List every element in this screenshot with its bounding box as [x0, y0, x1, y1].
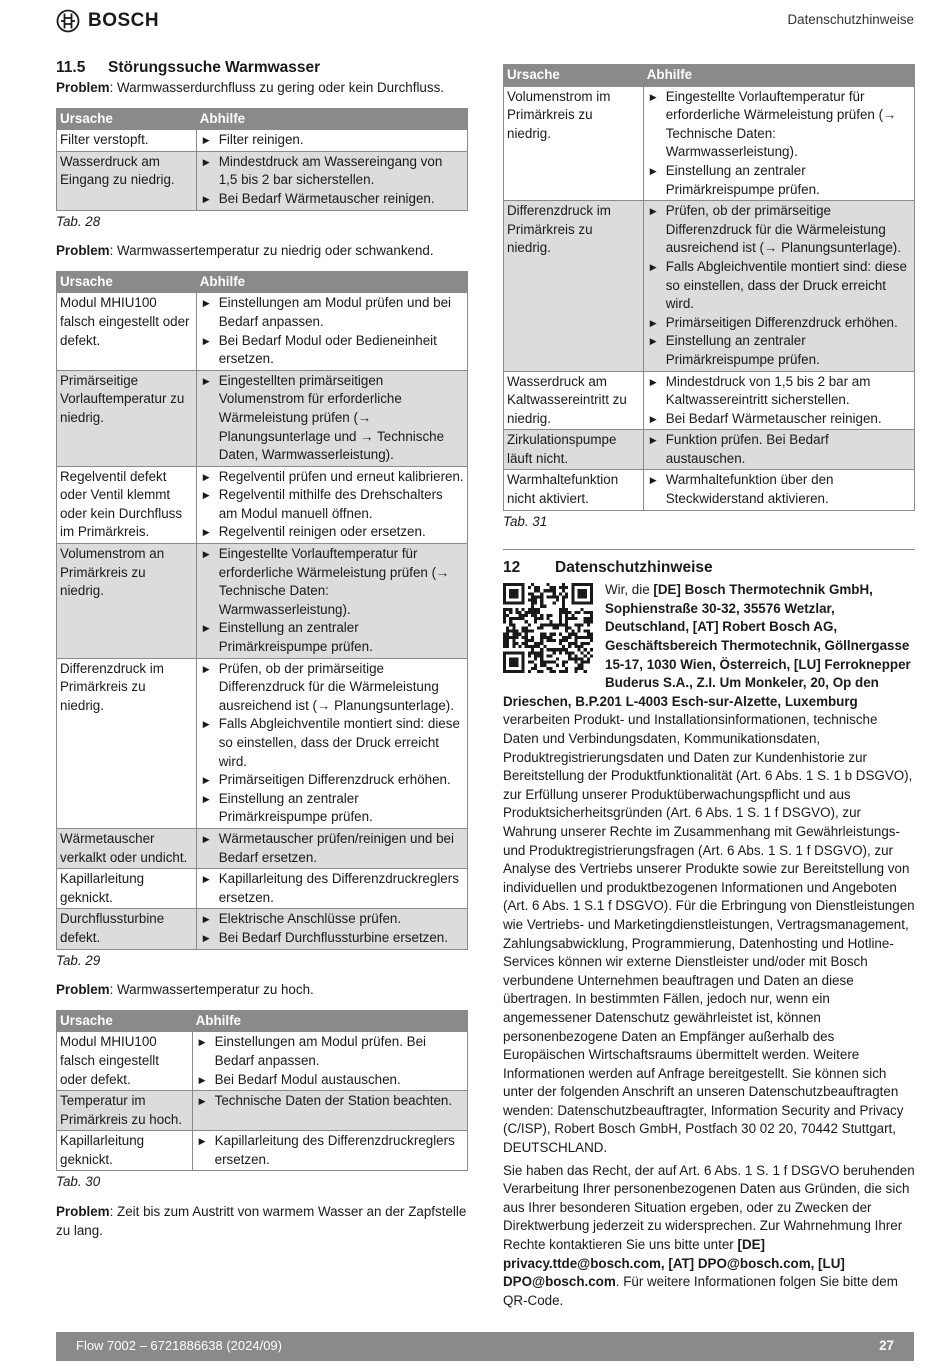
section-number: 11.5 [56, 59, 86, 76]
cause-cell: Modul MHIU100 falsch eingestellt oder defekt. [57, 1032, 193, 1091]
problem-statement: Problem: Warmwassertemperatur zu hoch. [56, 982, 314, 998]
section-title: Datenschutzhinweise [555, 559, 713, 577]
cause-cell: Kapillarleitung geknickt. [57, 1131, 193, 1171]
table-row [504, 470, 915, 510]
cause-cell: Wasserdruck am Kaltwassereintritt zu niedrig. [504, 371, 644, 430]
remedy-item: ▶ Eingestellte Vorlauftemperatur für erforderliche Wärmeleistung prüfen (→ Technische Daten: Warmwasserleistung). [200, 545, 464, 619]
table-caption: Tab. 31 [503, 513, 548, 529]
cause-cell: Differenzdruck im Primärkreis zu niedrig. [57, 658, 197, 828]
table-row [504, 430, 915, 470]
remedy-cell [196, 909, 467, 949]
table-header-row [57, 108, 468, 130]
header-cause: Ursache [504, 65, 644, 87]
remedy-item: ▶ Regelventil mithilfe des Drehschalters am Modul manuell öffnen. [200, 486, 464, 523]
remedy-cell [196, 828, 467, 868]
problem-statement: Problem: Warmwasserdurchfluss zu gering oder kein Durchfluss. [56, 80, 444, 95]
problem-label: Problem [56, 80, 110, 95]
remedy-item: ▶ Funktion prüfen. Bei Bedarf austauschen. [647, 431, 911, 468]
problem-label: Problem [56, 243, 110, 259]
table-29 [56, 271, 468, 950]
remedy-item: ▶ Filter reinigen. [200, 131, 464, 150]
header-cause: Ursache [57, 271, 197, 293]
remedy-cell [196, 293, 467, 370]
remedy-cell [643, 430, 914, 470]
remedy-item: ▶ Einstellung an zentraler Primärkreispumpe prüfen. [647, 162, 911, 199]
remedy-cell [192, 1091, 467, 1131]
table-row [57, 658, 468, 828]
company-address: [DE] Bosch Thermotechnik GmbH, Sophienstraße 30-32, 35576 Wetzlar, Deutschland, [AT] Robert Bosch AG, Geschäftsbereich Thermotechnik, Göllnergasse 15-17, 1030 Wien, Österreich, [LU] Ferroknepper Buderus S.A., Z.I. Um Monkeler, 20, Op den Drieschen, B.P.201 L-4003 Esch-sur-Alzette, Luxemburg [503, 582, 911, 709]
remedy-item: ▶ Primärseitigen Differenzdruck erhöhen. [200, 771, 464, 790]
table-row [504, 201, 915, 371]
brand-name: BOSCH [88, 9, 160, 31]
remedy-cell [192, 1032, 467, 1091]
remedy-item: ▶ Einstellung an zentraler Primärkreispumpe prüfen. [200, 619, 464, 656]
running-header: Datenschutzhinweise [787, 12, 914, 27]
remedy-cell [196, 130, 467, 152]
table-30 [56, 1010, 468, 1172]
section-divider [503, 549, 915, 550]
remedy-item: ▶ Kapillarleitung des Differenzdruckreglers ersetzen. [200, 870, 464, 907]
privacy-intro: Wir, die [605, 582, 654, 598]
document-id: Flow 7002 – 6721886638 (2024/09) [76, 1338, 282, 1353]
remedy-item: ▶ Falls Abgleichventile montiert sind: diese so einstellen, dass der Druck erreicht wird. [647, 258, 911, 314]
qr-reference-text: . Für weitere Informationen folgen Sie bitte dem QR-Code. [503, 1274, 898, 1308]
section-number: 12 [503, 559, 521, 577]
table-row [504, 86, 915, 201]
cause-cell: Wasserdruck am Eingang zu niedrig. [57, 151, 197, 210]
table-row [57, 130, 468, 152]
table-row [57, 151, 468, 210]
remedy-item: ▶ Kapillarleitung des Differenzdruckreglers ersetzen. [196, 1132, 464, 1169]
objection-text: Sie haben das Recht, der auf Art. 6 Abs. 1 S. 1 f DSGVO beruhenden Verarbeitung Ihrer personenbezogenen Daten aus Gründen, die sich aus Ihrer besonderen Situation ergeben, oder zu Zwecken der Direktwerbung jederzeit zu widersprechen. Zur Wahrnehmung Ihrer Rechte kontaktieren Sie uns bitte unter [503, 1162, 915, 1253]
remedy-item: ▶ Einstellung an zentraler Primärkreispumpe prüfen. [647, 332, 911, 369]
remedy-cell [196, 869, 467, 909]
remedy-cell [192, 1131, 467, 1171]
remedy-cell [196, 544, 467, 659]
table-row [57, 1131, 468, 1171]
header-remedy: Abhilfe [196, 271, 467, 293]
table-caption: Tab. 28 [56, 213, 101, 229]
table-28 [56, 108, 468, 211]
table-row [57, 370, 468, 466]
remedy-item: ▶ Einstellung an zentraler Primärkreispumpe prüfen. [200, 790, 464, 827]
section-heading-12 [503, 558, 915, 578]
privacy-body: verarbeiten Produkt- und Installationsinformationen, technische Daten und Verbindungsdaten, Kommunikationsdaten, Produktregistrierungsdaten und Daten zur Kundenhistorie zur Bereitstellung der Produktfunktionalität (Art. 6 Abs. 1 S. 1 b DSGVO), zur Erfüllung unserer Produktüberwachungspflicht und aus Produktsicherheitsgründen (Art. 6 Abs. 1 S. 1 f DSGVO), zur Wahrung unserer Rechte im Zusammenhang mit Gewährleistungs- und Produktregistrierungsfragen (Art. 6 Abs. 1 S. 1 f DSGVO), zur Analyse des Vertriebs unserer Produkte sowie zur Bereitstellung von individuellen und produktbezogenen Informationen und Angeboten (Art. 6 Abs. 1 S.1 f DSGVO). Für die Erbringung von Dienstleistungen wie Vertriebs- und Marketingdienstleistungen, Vertragsmanagement, Zahlungsabwicklung, Programmierung, Datenhosting und Hotline-Services können wir externe Dienstleister und/oder mit Bosch verbundene Unternehmen beauftragen und Daten an diese übertragen. In bestimmten Fällen, jedoch nur, wenn ein angemessener Datenschutz gewährleistet ist, können personenbezogene Daten an Empfänger außerhalb des Europäischen Wirtschaftsraums übermittelt werden. Weitere Informationen werden auf Anfrage bereitgestellt. Sie können sich unter der folgenden Anschrift an unseren Datenschutzbeauftragten wenden: Datenschutzbeauftragter, Information Security and Privacy (C/ISP), Robert Bosch GmbH, Postfach 30 02 20, 70442 Stuttgart, DEUTSCHLAND. [503, 712, 915, 1156]
remedy-item: ▶ Warmhaltefunktion über den Steckwiderstand aktivieren. [647, 471, 911, 508]
remedy-item: ▶ Einstellungen am Modul prüfen und bei Bedarf anpassen. [200, 294, 464, 331]
problem-label: Problem [56, 982, 110, 998]
cause-cell: Durchflussturbine defekt. [57, 909, 197, 949]
problem-text: Zeit bis zum Austritt von warmem Wasser an der Zapfstelle zu lang. [56, 1204, 467, 1238]
cause-cell: Filter verstopft. [57, 130, 197, 152]
remedy-item: ▶ Mindestdruck von 1,5 bis 2 bar am Kaltwassereintritt sicherstellen. [647, 373, 911, 410]
cause-cell: Volumenstrom an Primärkreis zu niedrig. [57, 544, 197, 659]
section-title: Störungssuche Warmwasser [108, 59, 321, 76]
remedy-cell [643, 371, 914, 430]
cause-cell: Differenzdruck im Primärkreis zu niedrig. [504, 201, 644, 371]
bosch-armature-icon [56, 9, 80, 33]
problem-text: Warmwassertemperatur zu niedrig oder schwankend. [117, 243, 434, 259]
remedy-item: ▶ Technische Daten der Station beachten. [196, 1092, 464, 1111]
remedy-item: ▶ Regelventil prüfen und erneut kalibrieren. [200, 468, 464, 487]
remedy-cell [196, 658, 467, 828]
problem-text: Warmwasserdurchfluss zu gering oder kein Durchfluss. [117, 80, 444, 95]
cause-cell: Temperatur im Primärkreis zu hoch. [57, 1091, 193, 1131]
remedy-item: ▶ Eingestellte Vorlauftemperatur für erforderliche Wärmeleistung prüfen (→ Technische Daten: Warmwasserleistung). [647, 88, 911, 162]
header-remedy: Abhilfe [196, 108, 467, 130]
table-31 [503, 64, 915, 511]
remedy-item: ▶ Prüfen, ob der primärseitige Differenzdruck für die Wärmeleistung ausreichend ist (→ Planungsunterlage). [200, 660, 464, 716]
table-row [57, 869, 468, 909]
remedy-item: ▶ Bei Bedarf Wärmetauscher reinigen. [647, 410, 911, 429]
problem-text: Warmwassertemperatur zu hoch. [117, 982, 314, 998]
remedy-item: ▶ Prüfen, ob der primärseitige Differenzdruck für die Wärmeleistung ausreichend ist (→ Planungsunterlage). [647, 202, 911, 258]
table-header-row [57, 271, 468, 293]
remedy-cell [196, 151, 467, 210]
remedy-item: ▶ Regelventil reinigen oder ersetzen. [200, 523, 464, 542]
remedy-item: ▶ Eingestellten primärseitigen Volumenstrom für erforderliche Wärmeleistung prüfen (→ Planungsunterlage und → Technische Daten, Warmwasserleistung). [200, 372, 464, 465]
table-header-row [57, 1010, 468, 1032]
remedy-item: ▶ Einstellungen am Modul prüfen. Bei Bedarf anpassen. [196, 1033, 464, 1070]
privacy-text [503, 581, 915, 1310]
cause-cell: Wärmetauscher verkalkt oder undicht. [57, 828, 197, 868]
remedy-item: ▶ Falls Abgleichventile montiert sind: diese so einstellen, dass der Druck erreicht wird. [200, 715, 464, 771]
header-remedy: Abhilfe [643, 65, 914, 87]
left-column [56, 58, 468, 1240]
remedy-item: ▶ Elektrische Anschlüsse prüfen. [200, 910, 464, 929]
cause-cell: Volumenstrom im Primärkreis zu niedrig. [504, 86, 644, 201]
table-row [57, 293, 468, 370]
remedy-item: ▶ Primärseitigen Differenzdruck erhöhen. [647, 314, 911, 333]
cause-cell: Warmhaltefunktion nicht aktiviert. [504, 470, 644, 510]
cause-cell: Regelventil defekt oder Ventil klemmt oder kein Durchfluss im Primärkreis. [57, 466, 197, 543]
table-row [57, 1091, 468, 1131]
remedy-cell [196, 370, 467, 466]
header-cause: Ursache [57, 1010, 193, 1032]
table-row [57, 828, 468, 868]
table-row [57, 466, 468, 543]
right-column [503, 64, 915, 1310]
page-header [56, 8, 914, 34]
page-footer [56, 1332, 914, 1361]
problem-label: Problem [56, 1204, 110, 1220]
remedy-item: ▶ Bei Bedarf Modul oder Bedieneinheit ersetzen. [200, 332, 464, 369]
table-row [57, 909, 468, 949]
problem-statement: Problem: Warmwassertemperatur zu niedrig oder schwankend. [56, 243, 434, 259]
problem-statement: Problem: Zeit bis zum Austritt von warmem Wasser an der Zapfstelle zu lang. [56, 1204, 467, 1238]
table-row [57, 1032, 468, 1091]
remedy-item: ▶ Wärmetauscher prüfen/reinigen und bei Bedarf ersetzen. [200, 830, 464, 867]
cause-cell: Zirkulationspumpe läuft nicht. [504, 430, 644, 470]
table-row [504, 371, 915, 430]
privacy-paragraph [503, 1162, 915, 1311]
table-caption: Tab. 30 [56, 1174, 101, 1190]
table-caption: Tab. 29 [56, 952, 101, 968]
bosch-logo [56, 8, 159, 34]
remedy-cell [643, 86, 914, 201]
cause-cell: Modul MHIU100 falsch eingestellt oder defekt. [57, 293, 197, 370]
section-heading-11-5 [56, 58, 468, 78]
remedy-item: ▶ Bei Bedarf Durchflussturbine ersetzen. [200, 929, 464, 948]
table-header-row [504, 65, 915, 87]
remedy-cell [643, 201, 914, 371]
contact-emails: [DE] privacy.ttde@bosch.com, [AT] DPO@bosch.com, [LU] DPO@bosch.com [503, 1237, 845, 1290]
cause-cell: Primärseitige Vorlauftemperatur zu niedrig. [57, 370, 197, 466]
cause-cell: Kapillarleitung geknickt. [57, 869, 197, 909]
page-number: 27 [879, 1338, 894, 1353]
remedy-item: ▶ Bei Bedarf Modul austauschen. [196, 1071, 464, 1090]
header-cause: Ursache [57, 108, 197, 130]
header-remedy: Abhilfe [192, 1010, 467, 1032]
remedy-item: ▶ Bei Bedarf Wärmetauscher reinigen. [200, 190, 464, 209]
remedy-cell [643, 470, 914, 510]
remedy-cell [196, 466, 467, 543]
qr-code-icon[interactable] [503, 583, 593, 673]
remedy-item: ▶ Mindestdruck am Wassereingang von 1,5 bis 2 bar sicherstellen. [200, 153, 464, 190]
table-row [57, 544, 468, 659]
